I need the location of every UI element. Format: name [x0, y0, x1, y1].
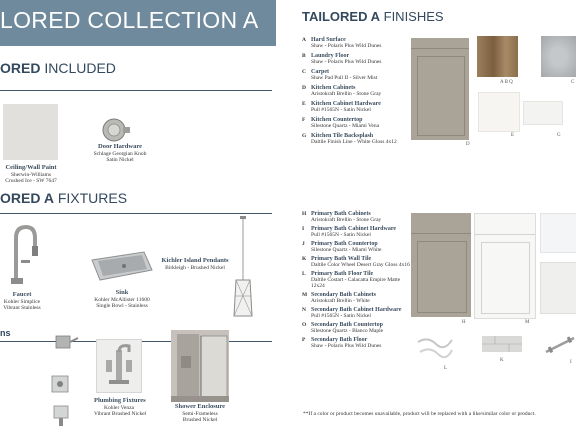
finish-item-l: L Primary Bath Floor Tile Daltile Costart - Calacatta Empire Matte 12x24 — [302, 271, 401, 289]
primary-bath-cabinet-swatch — [411, 213, 471, 317]
spacer — [300, 162, 576, 163]
finish-item-b: B Laundry Floor Shaw - Polaris Plus Wild Dunes — [302, 53, 382, 65]
finish-item-e: E Kitchen Cabinet Hardware Pull #1565N - Satin Nickel — [302, 101, 381, 113]
collection-title: LORED COLLECTION A — [0, 7, 259, 33]
door-hardware-caption: Door Hardware Schlage Georgian Knob Satin Nickel — [93, 143, 147, 163]
swatch-label-e: E — [511, 133, 515, 138]
finishes-title: TAILORED A FINISHES — [302, 9, 444, 24]
swatch-label-c: C — [571, 80, 575, 85]
pendant-image — [230, 216, 256, 325]
finish-item-m: M Secondary Bath Cabinets Aristokraft Brellin - White — [302, 292, 377, 304]
shower-enclosure-caption: Shower Enclosure Semi-Frameless Brushed Nickel — [174, 403, 226, 423]
secondary-countertop-swatch — [540, 262, 576, 314]
faucet-caption: Faucet Kohler Simplice Vibrant Stainless — [3, 291, 41, 311]
section-divider — [0, 213, 272, 214]
secondary-bath-cabinet-swatch — [474, 213, 536, 319]
included-section-title: ORED INCLUDED — [0, 60, 116, 76]
shower-enclosure-image — [171, 330, 229, 402]
finish-item-a: A Hard Surface Shaw - Polaris Plus Wild Dunes — [302, 37, 382, 49]
kitchen-cabinet-swatch — [411, 38, 469, 140]
cabinet-pull-image — [544, 334, 576, 361]
sink-image — [90, 250, 154, 287]
finish-item-o: O Secondary Bath Countertop Silestone Quartz - Blanco Maple — [302, 322, 384, 334]
carpet-swatch — [541, 36, 576, 77]
backsplash-swatch — [523, 101, 563, 125]
wall-tile-image — [482, 336, 522, 357]
swatch-label-d: D — [466, 142, 470, 147]
countertop-swatch — [478, 92, 520, 132]
swatch-label-k: K — [500, 358, 504, 363]
swatch-label-m: M — [525, 320, 530, 325]
finish-item-h: H Primary Bath Cabinets Aristokraft Brellin - Stone Gray — [302, 211, 382, 223]
finish-item-c: C Carpet Shaw Pad Pull II - Silver Mist — [302, 69, 378, 81]
finish-item-p: P Secondary Bath Floor Shaw - Polaris Plus Wild Dunes — [302, 337, 382, 349]
footnote: **If a color or product becomes unavailable, product will be replaced with a like/similar color or product. — [303, 411, 536, 417]
finish-item-g: G Kitchen Tile Backsplash Daltile Finish Line - White Gloss 4x12 — [302, 133, 397, 145]
paint-caption: Ceiling/Wall Paint Sherwin-Williams Crushed Ice - SW 7647 — [5, 164, 57, 184]
swatch-label-i: I — [570, 360, 572, 365]
floor-tile-image — [416, 334, 454, 365]
finish-item-n: N Secondary Bath Cabinet Hardware Pull #1565N - Satin Nickel — [302, 307, 402, 319]
faucet-image — [6, 224, 38, 291]
finish-item-f: F Kitchen Countertop Silestone Quartz - Miami Vena — [302, 117, 380, 129]
swatch-label-g: G — [557, 133, 561, 138]
swatch-label-abq: A B Q — [500, 80, 513, 85]
fixtures-section-title: ORED A FIXTURES — [0, 190, 128, 206]
plumbing-caption: Plumbing Fixtures Kohler Venza Vibrant Brushed Nickel — [94, 397, 147, 417]
shower-head-image — [50, 332, 80, 435]
sink-caption: Sink Kohler McAllister 11600 Single Bowl - Stainless — [94, 289, 150, 309]
primary-countertop-swatch — [540, 213, 576, 253]
finishes-list-bottom — [302, 211, 408, 352]
finishes-list-top — [302, 37, 406, 149]
hard-surface-swatch — [477, 36, 518, 77]
page-gutter — [276, 0, 288, 432]
section-divider — [0, 90, 272, 91]
plumbing-fixture-image — [96, 339, 142, 393]
finish-item-j: J Primary Bath Countertop Silestone Quartz - Miami White — [302, 241, 382, 253]
pendant-caption: Kichler Island Pendants Birkleigh - Brushed Nickel — [161, 257, 229, 271]
finish-item-i: I Primary Bath Cabinet Hardware Pull #1565N - Satin Nickel — [302, 226, 397, 238]
paint-swatch — [3, 104, 58, 160]
finish-item-k: K Primary Bath Wall Tile Daltile Color Wheel Desert Gray Gloss 4x16 — [302, 256, 410, 268]
swatch-label-l: L — [444, 366, 448, 371]
finish-item-d: D Kitchen Cabinets Aristokraft Brellin - Stone Gray — [302, 85, 382, 97]
bath-section-title: ns — [0, 328, 11, 338]
swatch-label-h: H — [462, 320, 466, 325]
